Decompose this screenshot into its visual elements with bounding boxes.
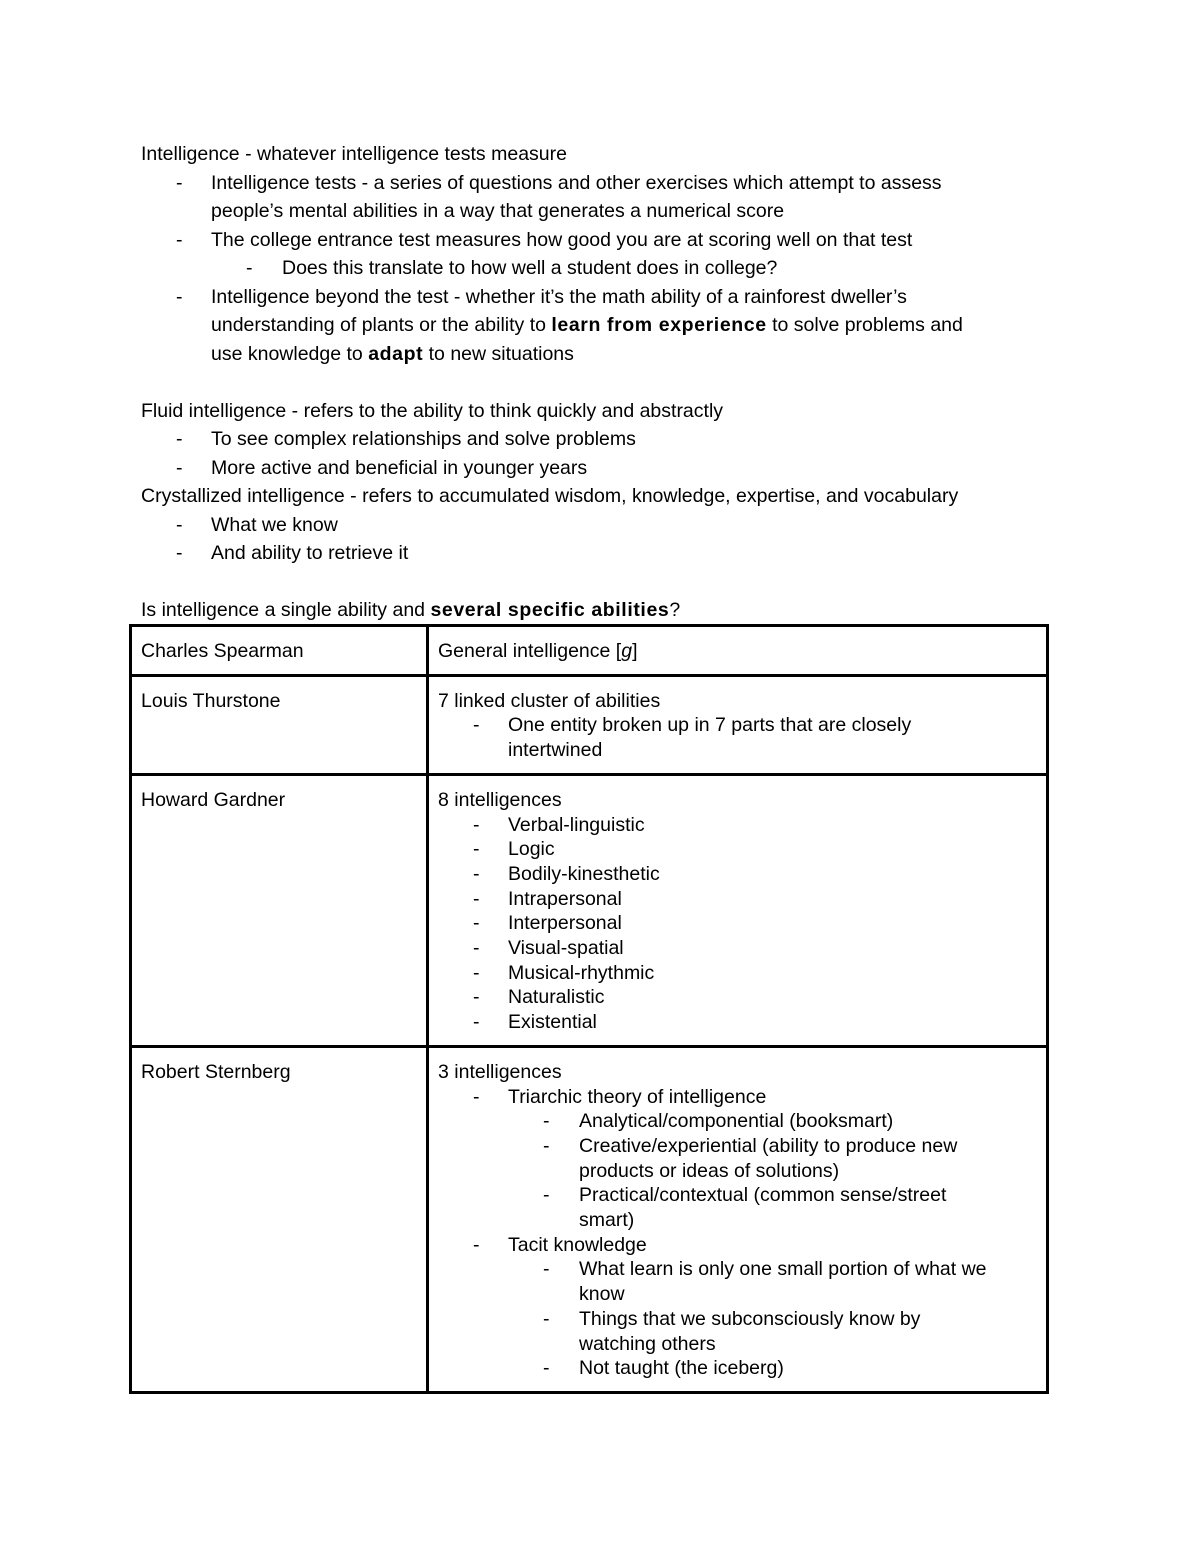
theorists-table [129,624,1049,1394]
table-row [131,1046,1048,1392]
table-row [131,626,1048,676]
list-item: - Existential [473,1011,597,1034]
theory-cell: 7 linked cluster of abilities - One entity broken up in 7 parts that are closely intertwined [428,675,1048,774]
list-item: - Verbal-linguistic [473,813,645,836]
dash: - [246,257,253,279]
list-item: - And ability to retrieve it [176,542,409,564]
list-item: - What we know [176,513,338,536]
crystallized-heading: Crystallized intelligence - refers to accumulated wisdom, knowledge, expertise, and vocabulary [141,485,959,507]
notes-body [141,140,1051,625]
bold-term: learn from experience [551,314,767,336]
intelligence-heading: Intelligence - whatever intelligence tests measure [141,143,567,165]
theory-cell: 3 intelligences - Triarchic theory of intelligence - Analytical/componential (booksmart) - Creative/experiential (ability to produce new products or ideas of solutions) - Practical/contextual (common sense/street smart) - Tacit knowledge - What learn is only one small portion of what we know - Things that we subconsciously know by watching others - Not taught (the iceberg) [428,1046,1048,1392]
list-item: - Musical-rhythmic [473,961,655,984]
list-item: - Things that we subconsciously know by watching others [543,1307,921,1355]
bold-term: adapt [368,342,424,365]
bold-term: several specific abilities [430,599,670,621]
list-item: - What learn is only one small portion of what we know [543,1258,987,1306]
dash: - [176,228,183,251]
list-item: - Intrapersonal [473,887,622,910]
list-item: - Visual-spatial [473,937,624,960]
theory-cell: General intelligence [g] [428,626,1048,676]
list-item: - Not taught (the iceberg) [543,1357,784,1380]
list-item: - Analytical/componential (booksmart) [543,1110,894,1133]
question-line: Is intelligence a single ability and several specific abilities? [141,599,681,621]
list-item: - The college entrance test measures how good you are at scoring well on that test [141,226,1051,255]
list-item: - Intelligence tests - a series of questions and other exercises which attempt to assess people’s mental abilities in a way that generates a numerical score [141,169,1051,226]
theorist-name: Charles Spearman [131,626,428,676]
table-row [131,675,1048,774]
theorist-name: Robert Sternberg [131,1046,428,1392]
list-item: - Bodily-kinesthetic [473,862,660,885]
list-item: - Interpersonal [473,912,622,935]
list-item: - One entity broken up in 7 parts that are closely intertwined [473,714,912,762]
list-item: - To see complex relationships and solve problems [176,428,636,450]
dash: - [176,171,183,194]
dash: - [176,285,183,308]
theory-cell: 8 intelligences - Verbal-linguistic - Logic - Bodily-kinesthetic - Intrapersonal - Interpersonal - Visual-spatial - Musical-rhythmic - Naturalistic - Existential [428,774,1048,1046]
theorist-name: Howard Gardner [131,774,428,1046]
list-item: - Logic [473,838,555,861]
list-item: - Triarchic theory of intelligence [473,1085,767,1108]
list-item: - Creative/experiential (ability to produce new products or ideas of solutions) [543,1134,958,1182]
list-item: - Naturalistic [473,986,605,1009]
table-row [131,774,1048,1046]
fluid-heading: Fluid intelligence - refers to the ability to think quickly and abstractly [141,399,724,422]
theorist-name: Louis Thurstone [131,675,428,774]
list-item: - Practical/contextual (common sense/street smart) [543,1184,947,1232]
list-item: - Intelligence beyond the test - whether it’s the math ability of a rainforest dweller’s understanding of plants or the ability to learn from experience to solve problems and use knowledge to adapt to new situations [141,283,1051,369]
list-item: - More active and beneficial in younger years [176,456,588,479]
list-item: - Tacit knowledge [473,1233,647,1256]
list-item: - Does this translate to how well a student does in college? [141,254,1051,283]
